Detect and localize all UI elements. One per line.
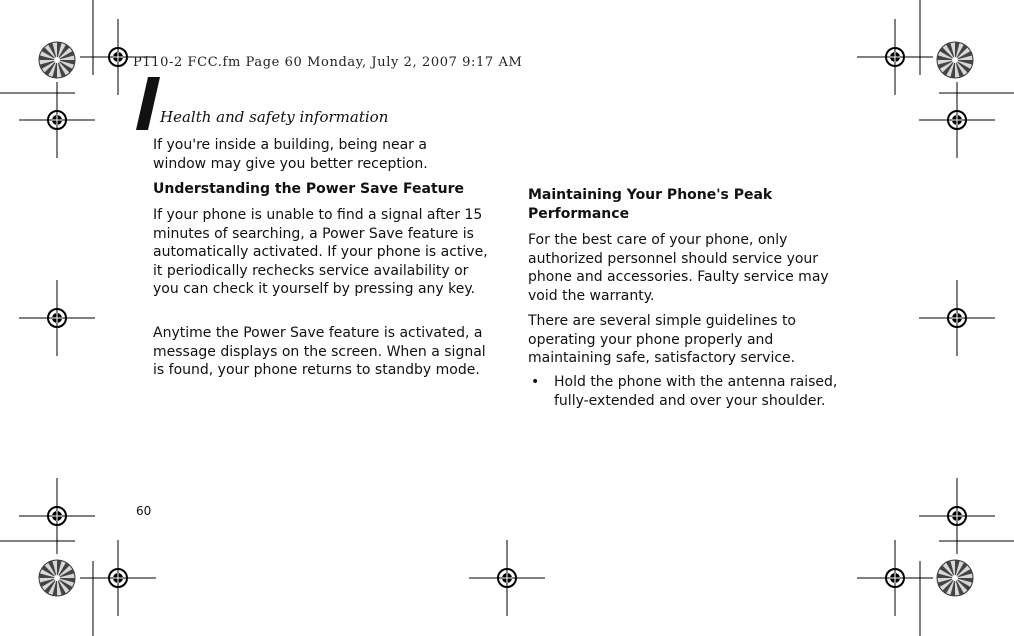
peak-performance-heading: Maintaining Your Phone's Peak Performance [528, 187, 773, 222]
bullet-item: Hold the phone with the antenna raised, fully-extended and over your shoulder. [554, 374, 838, 409]
registration-target [919, 478, 995, 554]
starburst-target [39, 560, 75, 596]
registration-target [857, 540, 933, 616]
section-title: Health and safety information [160, 108, 389, 126]
starburst-target [937, 560, 973, 596]
peak-performance-paragraph-1: For the best care of your phone, only authorized personnel should service your phone and accessories. Faulty service may void the warranty. [528, 232, 829, 304]
registration-target [919, 280, 995, 356]
registration-target [469, 540, 545, 616]
registration-target [80, 540, 156, 616]
power-save-paragraph-1: If your phone is unable to find a signal after 15 minutes of searching, a Power Save feature is automatically activated. If your phone is active, it periodically rechecks service availability or you can check it yourself by pressing any key. [153, 207, 488, 298]
print-header: P110-2 FCC.fm Page 60 Monday, July 2, 2007 9:17 AM [133, 55, 523, 70]
page-number: 60 [136, 504, 152, 518]
power-save-paragraph-2: Anytime the Power Save feature is activated, a message displays on the screen. When a signal is found, your phone returns to standby mode. [153, 325, 486, 379]
starburst-target [39, 42, 75, 78]
registration-target [857, 19, 933, 95]
intro-paragraph: If you're inside a building, being near a window may give you better reception. [153, 137, 428, 172]
peak-performance-paragraph-2: There are several simple guidelines to operating your phone properly and maintaining safe, satisfactory service. [528, 313, 796, 367]
bullet-marker: • [531, 374, 540, 390]
registration-target [19, 478, 95, 554]
registration-target [19, 280, 95, 356]
title-accent-bar [136, 77, 160, 130]
power-save-heading: Understanding the Power Save Feature [153, 181, 465, 197]
starburst-target [937, 42, 973, 78]
